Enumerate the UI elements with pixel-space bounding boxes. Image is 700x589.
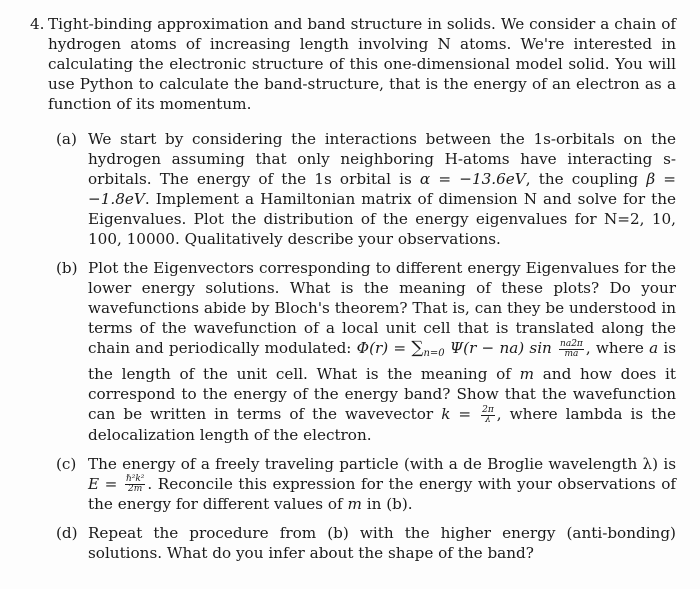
sum-symbol: ∑: [411, 338, 424, 358]
part-b-text-5: , where lambda is the delocalization length of the electron.: [88, 405, 676, 444]
part-a-text-1: We start by considering the interactions between the 1s-orbitals on the hydrogen assuming that only neighboring H-atoms have interacting s-orbitals. The energy of the 1s orbital is: [88, 130, 676, 188]
m-variable: m: [519, 365, 535, 383]
part-d-text: Repeat the procedure from (b) with the higher energy (anti-bonding) solutions. What do you infer about the shape of the band?: [88, 524, 676, 562]
part-c-text: [88, 454, 676, 515]
part-a-text-3: . Implement a Hamiltonian matrix of dimension N and solve for the Eigenvalues. Plot the distribution of the energy eigenvalues for N=2, 10, 100, 10000. Qualitatively describe your observations.: [88, 190, 676, 248]
part-b-label: (b): [56, 259, 78, 277]
k-expression: k =: [441, 405, 480, 423]
psi-expression: Ψ(r − na) sin: [444, 339, 558, 357]
part-a-text-2: , the coupling: [525, 170, 647, 188]
energy-fraction: [125, 475, 145, 494]
part-c-text-3: in (b).: [361, 495, 413, 513]
m-variable-c: m: [347, 495, 362, 513]
part-c-text-2: . Reconcile this expression for the energy with your observations of the energy for different values of: [88, 474, 677, 513]
problem-intro: Tight-binding approximation and band structure in solids. We consider a chain of hydrogen atoms of increasing length involving N atoms. We're interested in calculating the electronic structure of this one-dimensional model solid. You will use Python to calculate the band-structure, that is the energy of an electron as a function of its momentum.: [48, 15, 676, 113]
alpha-expression: α = −13.6eV: [419, 170, 526, 188]
sin-fraction-denominator: ma: [564, 348, 579, 359]
sin-fraction: [559, 340, 584, 359]
sum-subscript: n=0: [423, 348, 445, 359]
problem-block: [30, 14, 676, 572]
part-b-text-4: and how does it correspond to the energy of the energy band? Show that the wavefunction can be written in terms of the wavevector: [88, 365, 676, 423]
beta-expression: β = −1.8eV: [88, 170, 676, 208]
part-b-text-1: Plot the Eigenvectors corresponding to different energy Eigenvalues for the lower energy solutions. What is the meaning of these plots? Do your wavefunctions abide by Bloch's theorem? That is, can they be understood in terms of the wavefunction of a local unit cell that is translated along the chain and periodically modulated:: [88, 259, 676, 357]
part-c-label: (c): [56, 454, 77, 473]
energy-fraction-denominator: 2m: [128, 484, 143, 494]
part-c-text-1: The energy of a freely traveling particle (with a de Broglie wavelength λ) is: [88, 454, 676, 473]
part-b: [56, 258, 676, 445]
part-b-text-2: , where: [585, 339, 650, 357]
a-variable: a: [649, 339, 659, 357]
part-a-label: (a): [56, 130, 77, 148]
part-a-text: [88, 129, 676, 249]
problem-number: 4.: [30, 15, 45, 33]
problem-parts: [56, 129, 676, 563]
sin-fraction-numerator: na2π: [560, 338, 583, 349]
part-b-text-3: is the length of the unit cell. What is the meaning of: [88, 339, 677, 383]
k-fraction-numerator: 2π: [482, 404, 494, 415]
part-a: [56, 129, 676, 249]
phi-expression: Φ(r) =: [356, 339, 412, 357]
part-b-text: [88, 258, 676, 445]
energy-expression: E =: [88, 474, 123, 493]
part-c: [56, 454, 676, 515]
k-fraction-denominator: λ: [485, 414, 491, 425]
part-d-label: (d): [56, 524, 78, 542]
energy-fraction-numerator: ℏ²k²: [125, 474, 145, 484]
k-fraction: [481, 406, 495, 425]
part-d: [56, 523, 676, 563]
